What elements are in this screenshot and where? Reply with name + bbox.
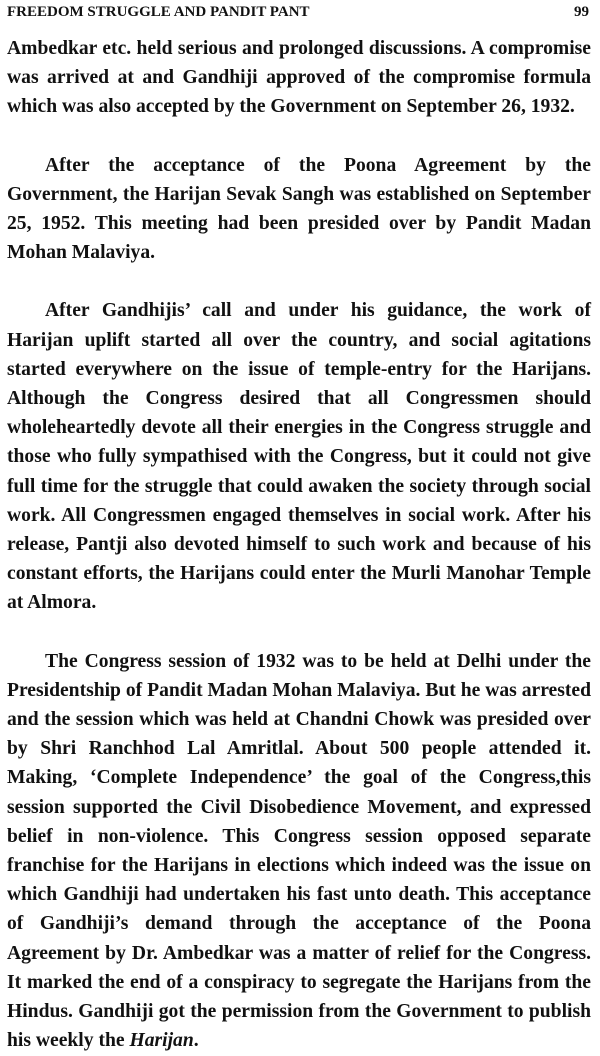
- harijan-title: Harijan: [129, 1030, 194, 1052]
- paragraph-2: After the acceptance of the Poona Agreement by the Government, the Harijan Sevak Sangh was established on September 25, 1952. This meeting had been presided over by Pandit Madan Mohan Malaviya.: [7, 154, 591, 264]
- paragraph-4-end: .: [193, 1030, 199, 1052]
- body-text: [7, 34, 591, 1056]
- paragraph-4: [7, 647, 591, 1056]
- running-header: [7, 0, 595, 30]
- page-number: 99: [574, 4, 589, 20]
- book-page: [7, 0, 595, 1052]
- running-title: FREEDOM STRUGGLE AND PANDIT PANT: [7, 4, 310, 20]
- paragraph-1: Ambedkar etc. held serious and prolonged discussions. A compromise was arrived at and Gandhiji approved of the compromise formula which was also accepted by the Government on September 26, 1932.: [7, 38, 591, 118]
- paragraph-4-text: The Congress session of 1932 was to be held at Delhi under the Presidentship of Pandit Madan Mohan Malaviya. But he was arrested and the session which was held at Chandni Chowk was presided over by Shri Ranchhod Lal Amritlal. About 500 people attended it. Making, ‘Complete Independence’ the goal of the Congress,this session supported the Civil Disobedience Movement, and expressed belief in non-violence. This Congress session opposed separate franchise for the Harijans in elections which indeed was the issue on which Gandhiji had undertaken his fast unto death. This acceptance of Gandhiji’s demand through the acceptance of the Poona Agreement by Dr. Ambedkar was a matter of relief for the Congress. It marked the end of a conspiracy to segregate the Harijans from the Hindus. Gandhiji got the permission from the Government to publish his weekly the: [7, 650, 591, 1052]
- paragraph-3: After Gandhijis’ call and under his guidance, the work of Harijan uplift started all over the country, and social agitations started everywhere on the issue of temple-entry for the Harijans. Although the Congress desired that all Congressmen should wholeheartedly devote all their energies in the Congress struggle and those who fully sympathised with the Congress, but it could not give full time for the struggle that could awaken the society through social work. All Congressmen engaged themselves in social work. After his release, Pantji also devoted himself to such work and because of his constant efforts, the Harijans could enter the Murli Manohar Temple at Almora.: [7, 300, 591, 614]
